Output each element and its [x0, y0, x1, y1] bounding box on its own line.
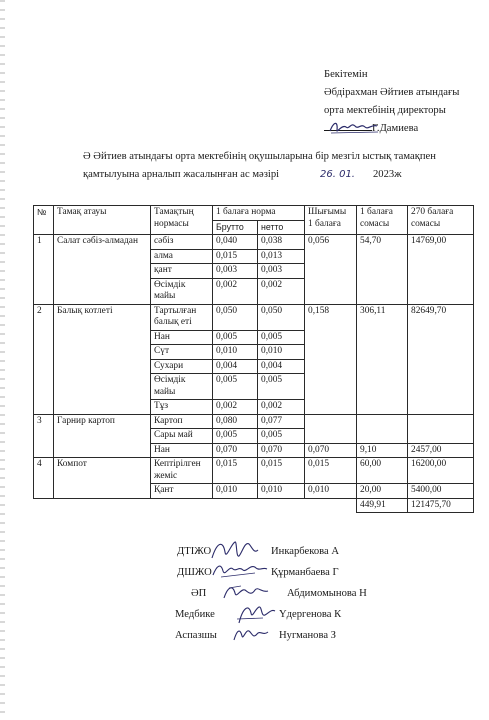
menu-table	[33, 205, 474, 513]
table-row	[34, 458, 474, 484]
cost-total-value: 16200,00	[408, 458, 474, 484]
netto-value: 0,038	[258, 235, 305, 250]
signature-name: Абдимомынова Н	[287, 588, 367, 599]
ingredient-name: Нан	[151, 443, 213, 458]
cost-total-value: 2457,00	[408, 443, 474, 458]
netto-value: 0,015	[258, 458, 305, 484]
dish-number: 2	[34, 304, 54, 414]
header-brutto: Брутто	[213, 220, 258, 235]
signature-mark-icon	[231, 622, 271, 646]
brutto-value: 0,003	[213, 264, 258, 279]
school-name-line: Әбдірахман Әйтиев атындағы	[324, 87, 460, 98]
header-dish: Тамақ атауы	[54, 206, 151, 235]
yield-value: 0,158	[305, 304, 357, 414]
approval-block	[324, 66, 459, 138]
cost-total-value: 82649,70	[408, 304, 474, 414]
ingredient-name: сәбіз	[151, 235, 213, 250]
yield-value: 0,070	[305, 443, 357, 458]
director-signature-line	[324, 120, 459, 138]
brutto-value: 0,080	[213, 414, 258, 429]
dish-name: Гарнир картоп	[54, 414, 151, 458]
title-line-2-row	[83, 166, 463, 184]
netto-value: 0,005	[258, 330, 305, 345]
signature-role: Аспазшы	[175, 630, 217, 641]
brutto-value: 0,010	[213, 484, 258, 499]
brutto-value: 0,002	[213, 278, 258, 304]
netto-value: 0,002	[258, 278, 305, 304]
brutto-value: 0,004	[213, 359, 258, 374]
total-cost-total: 121475,70	[408, 498, 474, 513]
brutto-value: 0,005	[213, 374, 258, 400]
dish-name: Салат сәбіз-алмадан	[54, 235, 151, 305]
netto-value: 0,010	[258, 484, 305, 499]
yield-value: 0,015	[305, 458, 357, 484]
ingredient-name: Кептірілген жеміс	[151, 458, 213, 484]
netto-value: 0,004	[258, 359, 305, 374]
netto-value: 0,077	[258, 414, 305, 429]
brutto-value: 0,050	[213, 304, 258, 330]
scan-edge-artifact	[0, 0, 5, 720]
director-signature-icon	[328, 118, 380, 136]
ingredient-name: Өсімдік майы	[151, 374, 213, 400]
header-norm: Тамақтың нормасы	[151, 206, 213, 235]
cost-one-value: 20,00	[357, 484, 408, 499]
document-title	[83, 148, 463, 184]
handwritten-date: 26. 01.	[320, 169, 355, 180]
header-cost-total: 270 балаға сомасы	[408, 206, 474, 235]
ingredient-name: Қант	[151, 484, 213, 499]
cost-total-value: 5400,00	[408, 484, 474, 499]
ingredient-name: Тартылған балық еті	[151, 304, 213, 330]
netto-value: 0,010	[258, 345, 305, 360]
brutto-value: 0,015	[213, 249, 258, 264]
ingredient-name: Өсімдік майы	[151, 278, 213, 304]
cost-total-value: 14769,00	[408, 235, 474, 305]
netto-value: 0,013	[258, 249, 305, 264]
signature-role: ДШЖО	[177, 567, 212, 578]
cost-total-value	[408, 414, 474, 443]
dish-number: 1	[34, 235, 54, 305]
brutto-value: 0,002	[213, 400, 258, 415]
signature-name: Үдергенова К	[279, 609, 342, 620]
signature-role: ӘП	[191, 588, 207, 599]
netto-value: 0,005	[258, 374, 305, 400]
table-row	[34, 304, 474, 330]
header-per-child: 1 балаға норма	[213, 206, 305, 221]
ingredient-name: қант	[151, 264, 213, 279]
yield-value	[305, 414, 357, 443]
brutto-value: 0,010	[213, 345, 258, 360]
director-name: Г.Дамиева	[372, 123, 419, 134]
ingredient-name: Сүт	[151, 345, 213, 360]
dish-name: Компот	[54, 458, 151, 499]
title-line-2: қамтылуына арналып жасалынған ас мәзірі	[83, 169, 280, 180]
header-yield: Шығымы 1 балаға	[305, 206, 357, 235]
dish-name: Балық котлеті	[54, 304, 151, 414]
netto-value: 0,070	[258, 443, 305, 458]
cost-one-value: 9,10	[357, 443, 408, 458]
cost-one-value: 54,70	[357, 235, 408, 305]
dish-number: 3	[34, 414, 54, 458]
header-no: №	[34, 206, 54, 235]
header-row-1	[34, 206, 474, 221]
brutto-value: 0,005	[213, 330, 258, 345]
netto-value: 0,050	[258, 304, 305, 330]
table-row	[34, 414, 474, 429]
signature-name: Құрманбаева Г	[271, 567, 339, 578]
total-cost-one: 449,91	[357, 498, 408, 513]
yield-value: 0,010	[305, 484, 357, 499]
ingredient-name: Нан	[151, 330, 213, 345]
signature-role: ДТІЖО	[177, 546, 212, 557]
netto-value: 0,003	[258, 264, 305, 279]
dish-number: 4	[34, 458, 54, 499]
title-line-1: Ә Әйтиев атындағы орта мектебінің оқушыларына бір мезгіл ыстық тамақпен	[83, 151, 436, 162]
brutto-value: 0,005	[213, 429, 258, 444]
ingredient-name: Тұз	[151, 400, 213, 415]
header-cost-one: 1 балаға сомасы	[357, 206, 408, 235]
brutto-value: 0,015	[213, 458, 258, 484]
ingredient-name: алма	[151, 249, 213, 264]
header-netto: нетто	[258, 220, 305, 235]
cost-one-value: 306,11	[357, 304, 408, 414]
brutto-value: 0,070	[213, 443, 258, 458]
ingredient-name: Сухари	[151, 359, 213, 374]
approval-heading: Бекітемін	[324, 69, 368, 80]
table-row	[34, 235, 474, 250]
totals-spacer	[34, 498, 357, 513]
signature-role: Медбике	[175, 609, 215, 620]
netto-value: 0,002	[258, 400, 305, 415]
totals-row	[34, 498, 474, 513]
cost-one-value	[357, 414, 408, 443]
director-title-line: орта мектебінің директоры	[324, 105, 446, 116]
signature-name: Инкарбекова А	[271, 546, 340, 557]
year-label: 2023ж	[373, 169, 402, 180]
cost-one-value: 60,00	[357, 458, 408, 484]
brutto-value: 0,040	[213, 235, 258, 250]
ingredient-name: Сары май	[151, 429, 213, 444]
yield-value: 0,056	[305, 235, 357, 305]
netto-value: 0,005	[258, 429, 305, 444]
ingredient-name: Картоп	[151, 414, 213, 429]
signature-name: Нугманова З	[279, 630, 336, 641]
